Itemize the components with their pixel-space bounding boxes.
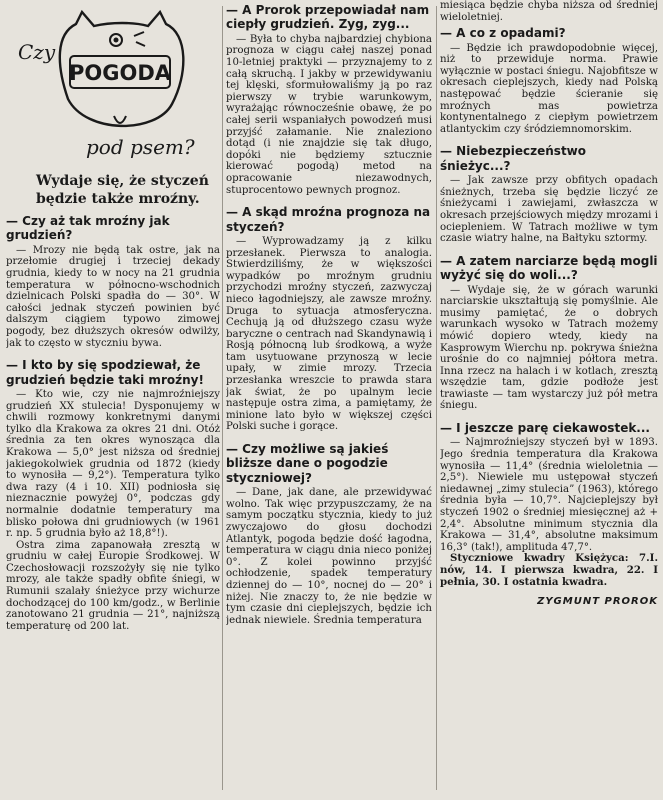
question-heading: — I jeszcze parę ciekawostek...	[440, 421, 650, 436]
answer-paragraph: — Mrozy nie będą tak ostre, jak na przełomie drugiej i trzeciej dekady grudnia, kiedy to w nocy na 21 grudnia temperatura w północno-wschodnich dzielnicach Polski spadła do — 30°. W całości jednak styczeń powinien być dalszym ciągiem typowo zimowej pogody, bez dłuższych okresów odwilży, jak to często w styczniu bywa.	[6, 244, 220, 349]
answer-paragraph: — Wydaje się, że w górach warunki narciarskie ukształtują się pomyślnie. Ale musimy pamiętać, że o dobrych warunkach wysoko w Tatrach możemy mówić dopiero wtedy, kiedy na Kasprowym Wierchu np. pokrywa śnieżna urośnie do co najmniej półtora metra. Inna rzecz na halach i w kotlach, zresztą wszędzie tam, gdzie podłoże jest trawiaste — tam wystarczy już pół metra śniegu.	[440, 284, 658, 412]
answer-paragraph: — Była to chyba najbardziej chybiona prognoza w ciągu całej naszej ponad 10-letniej praktyki — przyznajemy to z całą skruchą. I jakby w przewidywaniu tej klęski, sformułowaliśmy ją po raz pierwszy w trybie warunkowym, wyrażając równocześnie obawę, że po całej serii wspaniałych powodzeń musi przyjść załamanie. Nie znaleziono dotąd (i nie znajdzie się tak długo, dopóki nie będziemy sztucznie kierować pogodą) metod na opracowanie niezawodnych, stuprocentowo pewnych prognoz.	[226, 33, 432, 196]
question-heading: — I kto by się spodziewał, że grudzień będzie taki mroźny!	[6, 358, 204, 387]
answer-paragraph: — Wyprowadzamy ją z kilku przesłanek. Pierwsza to analogia. Stwierdziliśmy, że w większości wypadków po mroźnym grudniu przychodzi mroźny styczeń, zazwyczaj nieco łagodniejszy, ale zawsze mroźny. Druga to sytuacja atmosferyczna. Cechują ją od dłuższego czasu wyże baryczne o centrach nad Skandynawią i Rosją północną lub środkową, a wyże tam usytuowane przynoszą w lecie upały, w zimie mrozy. Trzecia przesłanka wreszcie to prawda stara jak świat, że po upalnym lecie następuje ostra zima, a pamiętamy, że minione lato było w większej części Polski suche i gorące.	[226, 235, 432, 433]
column-divider	[222, 6, 223, 790]
headline: Wydaje się, że styczeń będzie także mroźny.	[36, 173, 209, 207]
question-heading: — Czy aż tak mroźny jak grudzień?	[6, 214, 170, 243]
dog-logo-icon	[16, 4, 206, 164]
answer-paragraph: — Jak zawsze przy obfitych opadach śnieżnych, trzeba się będzie liczyć ze śnieżycami i zawiejami, zwłaszcza w okresach przejściowych między mrozami i ociepleniem. W Tatrach możliwe w tym czasie wiatry halne, na Bałtyku sztormy.	[440, 175, 658, 245]
question-heading: — A Prorok przepowiadał nam ciepły grudzień. Zyg, zyg...	[226, 3, 430, 32]
column-1	[6, 0, 220, 800]
column-2	[226, 0, 432, 800]
answer-paragraph: — Kto wie, czy nie najmroźniejszy grudzień XX stulecia! Dysponujemy w chwili rozmowy konkretnymi danymi tylko dla Krakowa za okres 21 dni. Otóż średnia za ten okres wynosząca dla Krakowa — 5,0° jest niższa od średniej jakiegokolwiek grudnia od 1872 (kiedy to wynosiła — 9,2°). Temperatura tylko dwa razy (4 i 10. XII) podniosła się nieznacznie powyżej 0°, podczas gdy normalnie dodatnie temperatury ma blisko połowa dni grudniowych (w 1961 r. np. 5 grudnia było aż 18,8°!).	[6, 388, 220, 540]
pogoda-pod-psem-logo	[6, 0, 220, 168]
moon-phases-paragraph: Styczniowe kwadry Księżyca: 7.I. nów, 14. I pierwsza kwadra, 22. I pełnia, 30. I ostatnia kwadra.	[440, 552, 658, 588]
logo-czy-text: Czy	[18, 40, 56, 64]
question-heading: — A zatem narciarze będą mogli wyżyć się do woli...?	[440, 253, 658, 283]
answer-paragraph: — Dane, jak dane, ale przewidywać wolno. Tak więc przypuszczamy, że na samym początku stycznia, kiedy to już zwyczajowo do głosu dochodzi Atlantyk, pogoda będzie dość łagodna, temperatura w ciągu dnia nieco poniżej 0°. Z kolei powinno przyjść ochłodzenie, spadek temperatury dziennej do — 10°, nocnej do — 20° i niżej. Nie znaczy to, że nie będzie w tym czasie dni cieplejszych, będzie ich jednak niewiele. Średnia temperatura	[226, 487, 432, 626]
answer-paragraph: — Najmroźniejszy styczeń był w 1893. Jego średnia temperatura dla Krakowa wynosiła — 11,4° (średnia wieloletnia — 2,5°). Niewiele mu ustępował styczeń niedawnej „zimy stulecia” (1963), którego średnia była — 10,7°. Najcieplejszy był styczeń 1902 o średniej miesięcznej aż + 2,4°. Absolutne minimum stycznia dla Krakowa — 31,4°, absolutne maksimum 16,3° (tak!), amplituda 47,7°.	[440, 437, 658, 553]
answer-paragraph: Ostra zima zapanowała zresztą w grudniu w całej Europie Środkowej. W Czechosłowacji rozszożyły się nie tylko mrozy, ale także spadły obfite śniegi, w Rumunii szalały śnieżyce przy wichurze dochodzącej do 100 km/godz., w Berlinie zanotowano 21 grudnia — 21°, najniższą temperaturę od 200 lat.	[6, 539, 220, 632]
author-signature: ZYGMUNT PROROK	[537, 596, 658, 608]
answer-paragraph: — Będzie ich prawdopodobnie więcej, niż to przewiduje norma. Prawie wyłącznie w postaci śniegu. Najobfitsze w okresach cieplejszych, kiedy nad Polską następować będzie ścieranie się mroźnych mas powietrza kontynentalnego z ciepłym powietrzem atlantyckim czy śródziemnomorskim.	[440, 42, 658, 135]
logo-pod-psem-text: pod psem?	[86, 135, 195, 159]
answer-paragraph: miesiąca będzie chyba niższa od średniej wieloletniej.	[440, 0, 658, 23]
logo-pogoda-text: POGODA	[68, 61, 172, 85]
question-heading: — Niebezpieczeństwo śnieżyc...?	[440, 144, 587, 173]
question-heading: — Czy możliwe są jakieś bliższe dane o pogodzie styczniowej?	[226, 442, 389, 485]
question-heading: — A co z opadami?	[440, 26, 566, 41]
question-heading: — A skąd mroźna prognoza na styczeń?	[226, 205, 431, 234]
column-divider	[436, 6, 437, 790]
column-3	[440, 0, 658, 800]
